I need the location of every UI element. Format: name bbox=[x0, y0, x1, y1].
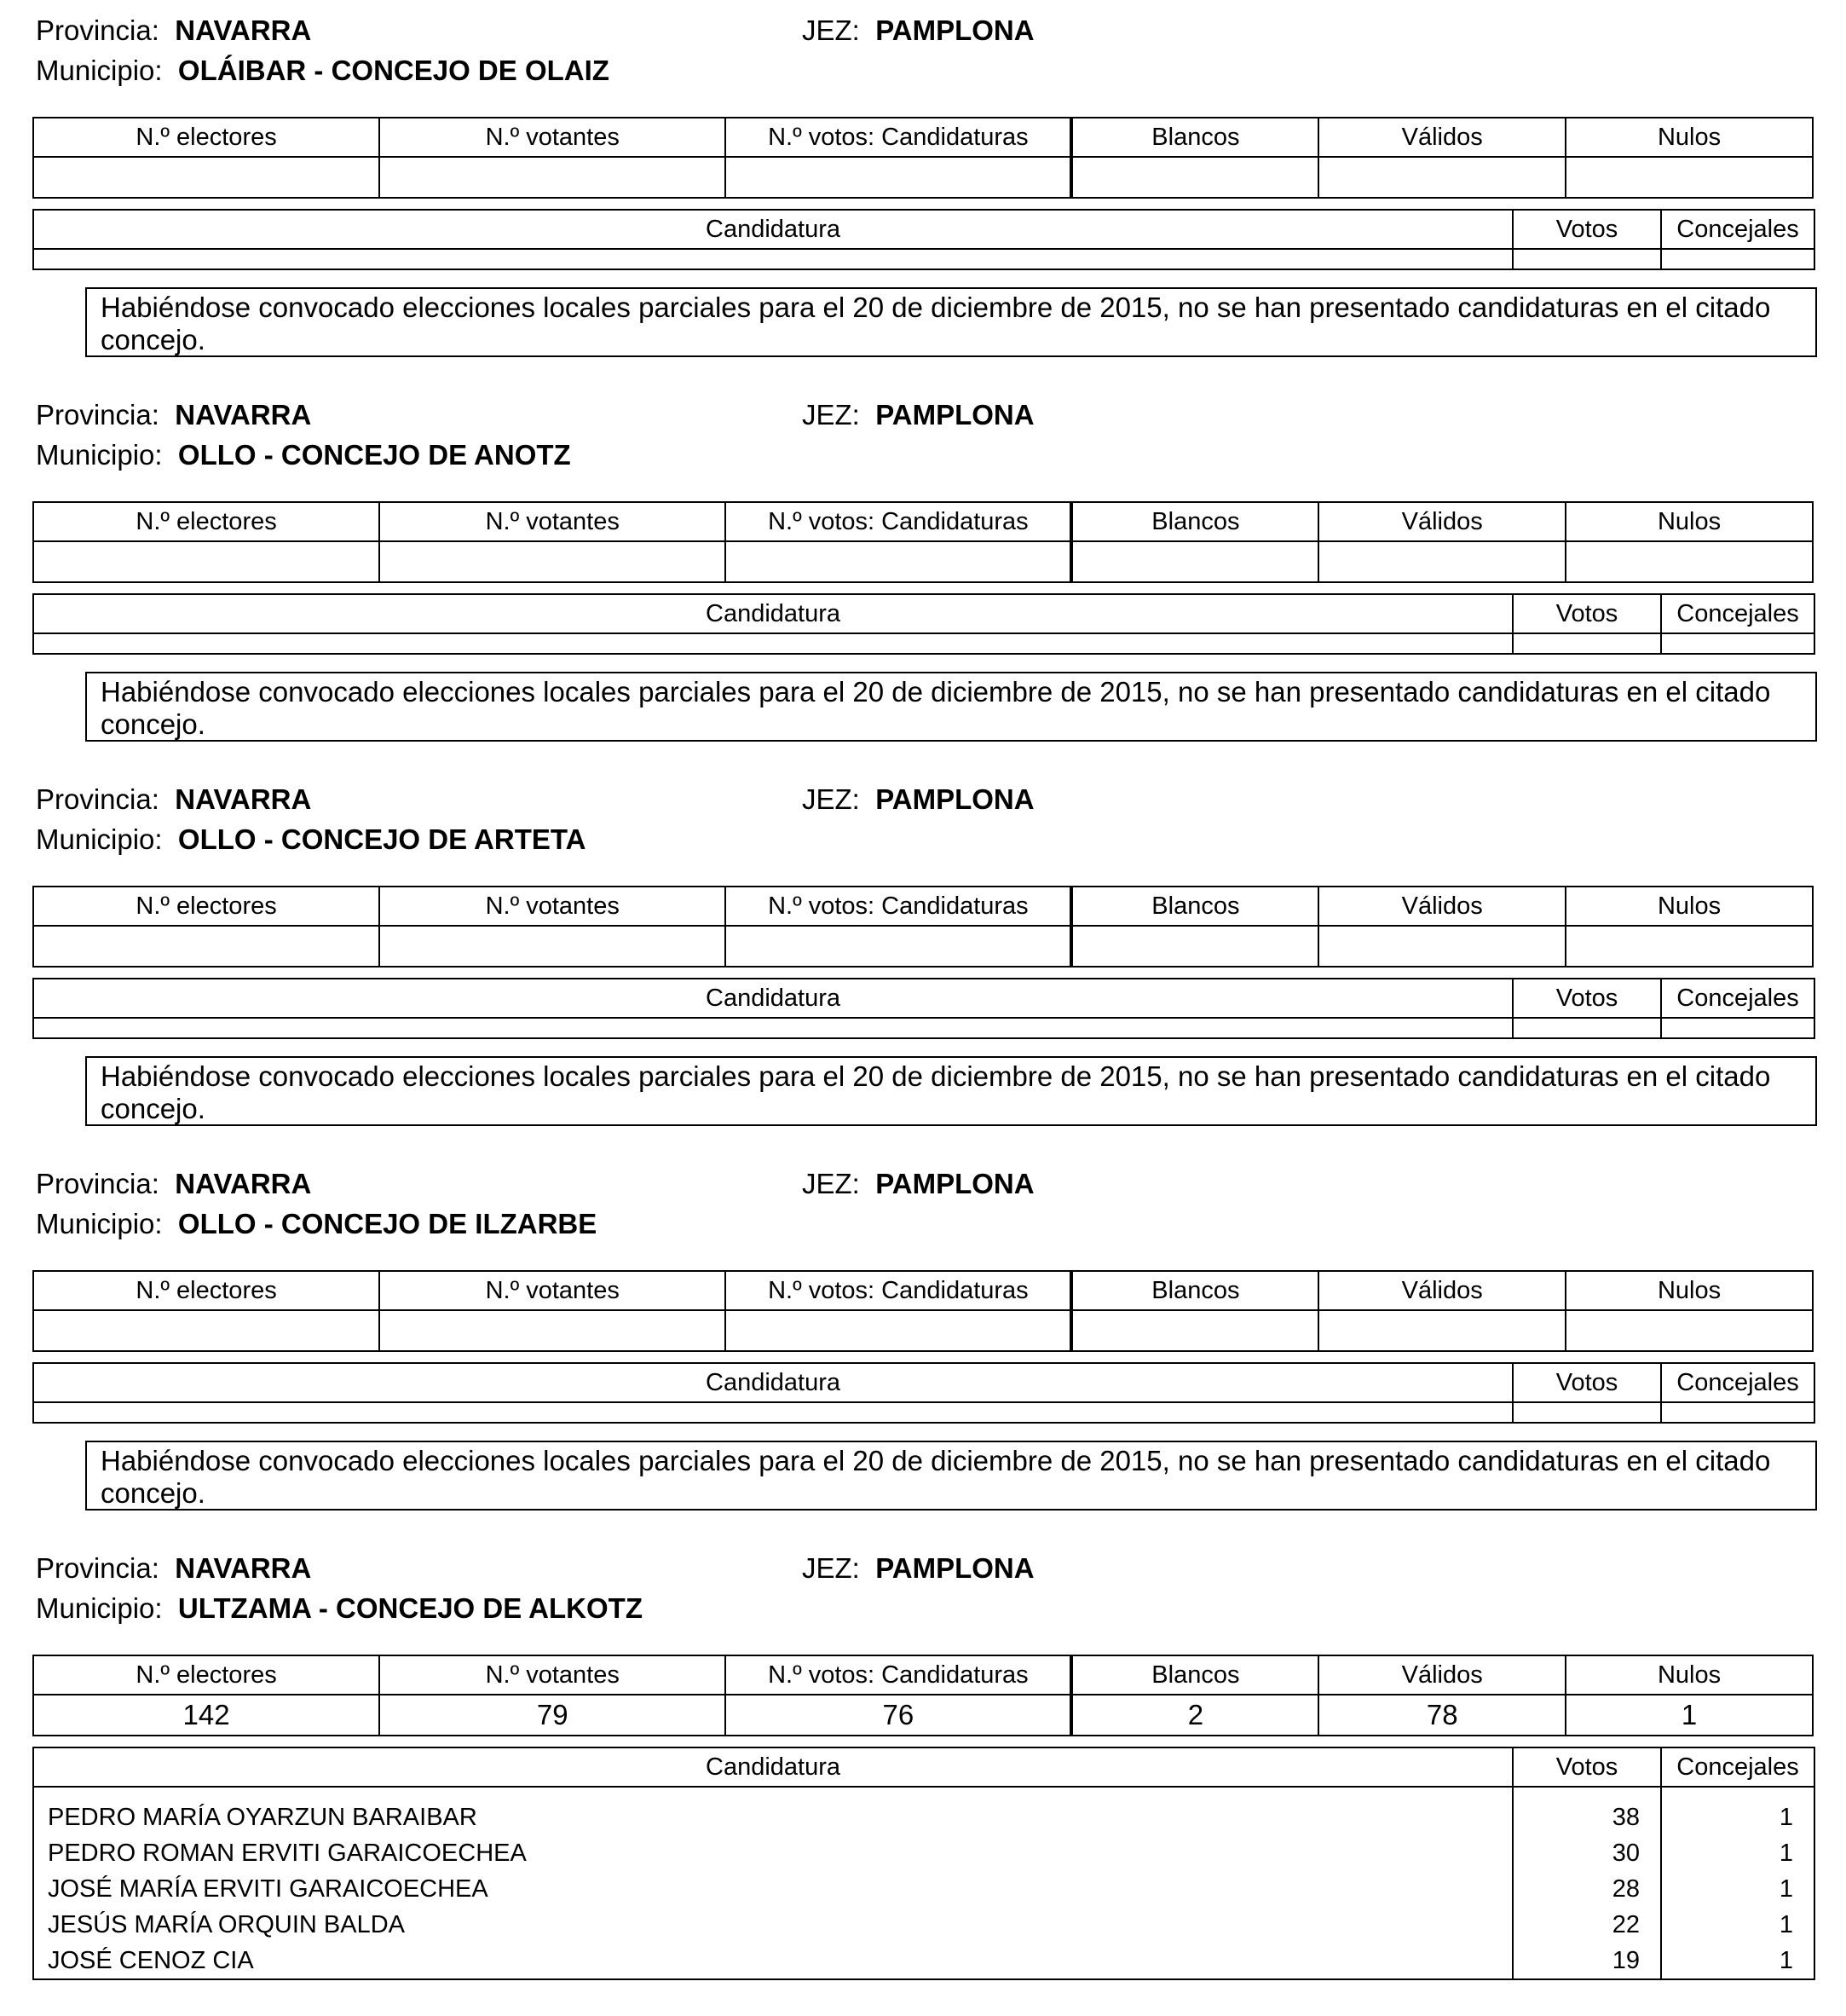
candidatura-header-row bbox=[33, 1363, 1814, 1402]
stats-header-nulos: Nulos bbox=[1566, 118, 1813, 157]
stats-value-electores bbox=[33, 157, 379, 198]
stats-value-nulos bbox=[1566, 157, 1813, 198]
candidate-concejales: 1 bbox=[1779, 1804, 1793, 1831]
stats-value-votantes bbox=[379, 926, 725, 967]
stats-header-validos: Válidos bbox=[1318, 118, 1566, 157]
candidatura-header-row bbox=[33, 594, 1814, 633]
stats-value-votantes bbox=[379, 1310, 725, 1351]
candidate-votos: 28 bbox=[1612, 1875, 1640, 1903]
stats-value-votos-candidaturas bbox=[725, 541, 1071, 582]
stats-value-row bbox=[33, 157, 1813, 198]
candidatura-table bbox=[32, 209, 1815, 270]
provincia-line bbox=[36, 14, 311, 48]
candidatura-empty-row bbox=[33, 1402, 1814, 1423]
stats-header-votantes: N.º votantes bbox=[379, 1655, 725, 1695]
candidatura-header: Candidatura bbox=[33, 979, 1513, 1018]
provincia-line bbox=[36, 1551, 311, 1586]
jez-value: PAMPLONA bbox=[875, 14, 1035, 46]
votos-empty-cell bbox=[1513, 249, 1661, 269]
provincia-label: Provincia: bbox=[36, 1168, 159, 1199]
stats-value-votos-candidaturas bbox=[725, 157, 1071, 198]
stats-value-blancos bbox=[1071, 1310, 1318, 1351]
no-candidates-notice: Habiéndose convocado elecciones locales parciales para el 20 de diciembre de 2015, no se han presentado candidaturas en el citado concejo. bbox=[85, 287, 1817, 357]
municipio-value: ULTZAMA - CONCEJO DE ALKOTZ bbox=[177, 1592, 643, 1624]
candidatura-header: Candidatura bbox=[33, 210, 1513, 249]
candidate-concejales-cell bbox=[1661, 1787, 1814, 1979]
concejales-header: Concejales bbox=[1661, 979, 1814, 1018]
stats-header-blancos: Blancos bbox=[1071, 1271, 1318, 1310]
election-section-anotz bbox=[0, 384, 1846, 769]
jez-line bbox=[802, 1167, 1035, 1201]
stats-value-votantes: 79 bbox=[379, 1695, 725, 1736]
jez-value: PAMPLONA bbox=[875, 783, 1035, 815]
votos-empty-cell bbox=[1513, 633, 1661, 654]
candidate-names-cell bbox=[33, 1787, 1513, 1979]
candidatura-header: Candidatura bbox=[33, 1363, 1513, 1402]
jez-label: JEZ: bbox=[802, 14, 860, 46]
stats-table bbox=[32, 886, 1814, 968]
concejales-empty-cell bbox=[1661, 1402, 1814, 1423]
stats-value-validos bbox=[1318, 157, 1566, 198]
municipio-line bbox=[36, 54, 609, 88]
jez-value: PAMPLONA bbox=[875, 399, 1035, 430]
candidate-votos: 19 bbox=[1612, 1947, 1640, 1974]
stats-header-nulos: Nulos bbox=[1566, 1655, 1813, 1695]
stats-header-blancos: Blancos bbox=[1071, 118, 1318, 157]
concejales-empty-cell bbox=[1661, 633, 1814, 654]
stats-value-row bbox=[33, 1310, 1813, 1351]
stats-header-votantes: N.º votantes bbox=[379, 118, 725, 157]
stats-header-votos-candidaturas: N.º votos: Candidaturas bbox=[725, 118, 1071, 157]
stats-header-votantes: N.º votantes bbox=[379, 1271, 725, 1310]
provincia-value: NAVARRA bbox=[175, 783, 312, 815]
candidatura-empty-cell bbox=[33, 633, 1513, 654]
stats-header-validos: Válidos bbox=[1318, 1271, 1566, 1310]
municipio-label: Municipio: bbox=[36, 439, 163, 471]
candidate-name: JOSÉ CENOZ CIA bbox=[48, 1947, 254, 1974]
municipio-line bbox=[36, 1207, 597, 1241]
votos-empty-cell bbox=[1513, 1018, 1661, 1038]
election-section-olaiz bbox=[0, 0, 1846, 384]
stats-value-row bbox=[33, 1695, 1813, 1736]
election-section-alkotz bbox=[0, 1538, 1846, 2016]
votos-header: Votos bbox=[1513, 1363, 1661, 1402]
candidatura-header-row bbox=[33, 210, 1814, 249]
candidatura-table bbox=[32, 978, 1815, 1039]
concejales-header: Concejales bbox=[1661, 210, 1814, 249]
municipio-line bbox=[36, 1591, 643, 1626]
stats-header-row bbox=[33, 118, 1813, 157]
municipio-label: Municipio: bbox=[36, 823, 163, 855]
provincia-line bbox=[36, 1167, 311, 1201]
stats-header-votantes: N.º votantes bbox=[379, 502, 725, 541]
no-candidates-notice: Habiéndose convocado elecciones locales parciales para el 20 de diciembre de 2015, no se han presentado candidaturas en el citado concejo. bbox=[85, 1056, 1817, 1126]
stats-table bbox=[32, 1655, 1814, 1736]
stats-value-votos-candidaturas bbox=[725, 1310, 1071, 1351]
stats-header-blancos: Blancos bbox=[1071, 887, 1318, 926]
municipio-value: OLLO - CONCEJO DE ANOTZ bbox=[177, 439, 571, 471]
stats-header-validos: Válidos bbox=[1318, 1655, 1566, 1695]
votos-empty-cell bbox=[1513, 1402, 1661, 1423]
candidate-name: PEDRO MARÍA OYARZUN BARAIBAR bbox=[48, 1804, 477, 1831]
candidate-votos: 22 bbox=[1612, 1911, 1640, 1938]
stats-table bbox=[32, 501, 1814, 583]
provincia-label: Provincia: bbox=[36, 1552, 159, 1584]
candidatura-header-row bbox=[33, 979, 1814, 1018]
provincia-line bbox=[36, 398, 311, 432]
jez-line bbox=[802, 14, 1035, 48]
stats-header-nulos: Nulos bbox=[1566, 502, 1813, 541]
stats-value-votantes bbox=[379, 541, 725, 582]
stats-value-nulos bbox=[1566, 1310, 1813, 1351]
stats-header-validos: Válidos bbox=[1318, 502, 1566, 541]
candidate-concejales: 1 bbox=[1779, 1875, 1793, 1903]
stats-header-votos-candidaturas: N.º votos: Candidaturas bbox=[725, 1271, 1071, 1310]
jez-label: JEZ: bbox=[802, 1168, 860, 1199]
votos-header: Votos bbox=[1513, 1747, 1661, 1787]
jez-value: PAMPLONA bbox=[875, 1168, 1035, 1199]
stats-value-nulos bbox=[1566, 926, 1813, 967]
candidatura-empty-row bbox=[33, 1018, 1814, 1038]
provincia-value: NAVARRA bbox=[175, 14, 312, 46]
candidate-concejales: 1 bbox=[1779, 1911, 1793, 1938]
provincia-label: Provincia: bbox=[36, 14, 159, 46]
stats-header-nulos: Nulos bbox=[1566, 1271, 1813, 1310]
stats-header-row bbox=[33, 1655, 1813, 1695]
candidate-votos: 30 bbox=[1612, 1840, 1640, 1867]
candidate-concejales: 1 bbox=[1779, 1840, 1793, 1867]
candidatura-header: Candidatura bbox=[33, 1747, 1513, 1787]
stats-value-votantes bbox=[379, 157, 725, 198]
stats-value-votos-candidaturas bbox=[725, 926, 1071, 967]
provincia-label: Provincia: bbox=[36, 783, 159, 815]
stats-header-electores: N.º electores bbox=[33, 887, 379, 926]
stats-header-electores: N.º electores bbox=[33, 502, 379, 541]
candidate-votos: 38 bbox=[1612, 1804, 1640, 1831]
stats-value-nulos bbox=[1566, 541, 1813, 582]
stats-value-electores bbox=[33, 541, 379, 582]
stats-header-electores: N.º electores bbox=[33, 1655, 379, 1695]
stats-value-validos bbox=[1318, 926, 1566, 967]
candidate-name: JOSÉ MARÍA ERVITI GARAICOECHEA bbox=[48, 1875, 488, 1903]
no-candidates-notice: Habiéndose convocado elecciones locales parciales para el 20 de diciembre de 2015, no se han presentado candidaturas en el citado concejo. bbox=[85, 1441, 1817, 1511]
provincia-line bbox=[36, 783, 311, 817]
stats-value-blancos bbox=[1071, 926, 1318, 967]
jez-label: JEZ: bbox=[802, 399, 860, 430]
provincia-label: Provincia: bbox=[36, 399, 159, 430]
concejales-header: Concejales bbox=[1661, 1363, 1814, 1402]
stats-value-blancos: 2 bbox=[1071, 1695, 1318, 1736]
candidatura-empty-row bbox=[33, 633, 1814, 654]
stats-value-electores bbox=[33, 1310, 379, 1351]
stats-header-row bbox=[33, 887, 1813, 926]
stats-value-blancos bbox=[1071, 157, 1318, 198]
candidate-name: JESÚS MARÍA ORQUIN BALDA bbox=[48, 1911, 405, 1938]
concejales-empty-cell bbox=[1661, 249, 1814, 269]
stats-value-blancos bbox=[1071, 541, 1318, 582]
stats-value-votos-candidaturas: 76 bbox=[725, 1695, 1071, 1736]
candidatura-empty-cell bbox=[33, 249, 1513, 269]
stats-header-votos-candidaturas: N.º votos: Candidaturas bbox=[725, 887, 1071, 926]
jez-value: PAMPLONA bbox=[875, 1552, 1035, 1584]
provincia-value: NAVARRA bbox=[175, 1552, 312, 1584]
municipio-line bbox=[36, 823, 586, 857]
stats-header-blancos: Blancos bbox=[1071, 502, 1318, 541]
stats-value-validos bbox=[1318, 541, 1566, 582]
stats-header-row bbox=[33, 502, 1813, 541]
candidatura-table bbox=[32, 1747, 1815, 1980]
municipio-value: OLÁIBAR - CONCEJO DE OLAIZ bbox=[177, 55, 609, 86]
stats-header-votantes: N.º votantes bbox=[379, 887, 725, 926]
votos-header: Votos bbox=[1513, 594, 1661, 633]
jez-label: JEZ: bbox=[802, 1552, 860, 1584]
candidate-votos-cell bbox=[1513, 1787, 1661, 1979]
municipio-line bbox=[36, 438, 571, 472]
candidate-concejales: 1 bbox=[1779, 1947, 1793, 1974]
candidatura-table bbox=[32, 593, 1815, 655]
stats-value-electores bbox=[33, 926, 379, 967]
no-candidates-notice: Habiéndose convocado elecciones locales parciales para el 20 de diciembre de 2015, no se han presentado candidaturas en el citado concejo. bbox=[85, 672, 1817, 742]
jez-line bbox=[802, 1551, 1035, 1586]
stats-value-row bbox=[33, 926, 1813, 967]
stats-header-row bbox=[33, 1271, 1813, 1310]
jez-label: JEZ: bbox=[802, 783, 860, 815]
candidatura-empty-cell bbox=[33, 1018, 1513, 1038]
provincia-value: NAVARRA bbox=[175, 399, 312, 430]
candidatura-empty-cell bbox=[33, 1402, 1513, 1423]
votos-header: Votos bbox=[1513, 210, 1661, 249]
stats-header-blancos: Blancos bbox=[1071, 1655, 1318, 1695]
concejales-header: Concejales bbox=[1661, 594, 1814, 633]
stats-header-electores: N.º electores bbox=[33, 1271, 379, 1310]
candidatura-empty-row bbox=[33, 249, 1814, 269]
municipio-value: OLLO - CONCEJO DE ARTETA bbox=[177, 823, 586, 855]
municipio-label: Municipio: bbox=[36, 1208, 163, 1239]
candidatura-header: Candidatura bbox=[33, 594, 1513, 633]
jez-line bbox=[802, 398, 1035, 432]
candidatura-table bbox=[32, 1362, 1815, 1424]
stats-value-validos: 78 bbox=[1318, 1695, 1566, 1736]
stats-table bbox=[32, 1270, 1814, 1352]
stats-value-nulos: 1 bbox=[1566, 1695, 1813, 1736]
candidatura-results-row bbox=[33, 1787, 1814, 1979]
stats-table bbox=[32, 117, 1814, 199]
election-section-ilzarbe bbox=[0, 1153, 1846, 1538]
provincia-value: NAVARRA bbox=[175, 1168, 312, 1199]
stats-value-validos bbox=[1318, 1310, 1566, 1351]
stats-value-electores: 142 bbox=[33, 1695, 379, 1736]
stats-header-electores: N.º electores bbox=[33, 118, 379, 157]
municipio-value: OLLO - CONCEJO DE ILZARBE bbox=[177, 1208, 597, 1239]
municipio-label: Municipio: bbox=[36, 55, 163, 86]
municipio-label: Municipio: bbox=[36, 1592, 163, 1624]
stats-header-votos-candidaturas: N.º votos: Candidaturas bbox=[725, 502, 1071, 541]
stats-value-row bbox=[33, 541, 1813, 582]
jez-line bbox=[802, 783, 1035, 817]
stats-header-nulos: Nulos bbox=[1566, 887, 1813, 926]
stats-header-votos-candidaturas: N.º votos: Candidaturas bbox=[725, 1655, 1071, 1695]
votos-header: Votos bbox=[1513, 979, 1661, 1018]
concejales-header: Concejales bbox=[1661, 1747, 1814, 1787]
candidatura-header-row bbox=[33, 1747, 1814, 1787]
stats-header-validos: Válidos bbox=[1318, 887, 1566, 926]
election-section-arteta bbox=[0, 769, 1846, 1153]
concejales-empty-cell bbox=[1661, 1018, 1814, 1038]
candidate-name: PEDRO ROMAN ERVITI GARAICOECHEA bbox=[48, 1840, 527, 1867]
